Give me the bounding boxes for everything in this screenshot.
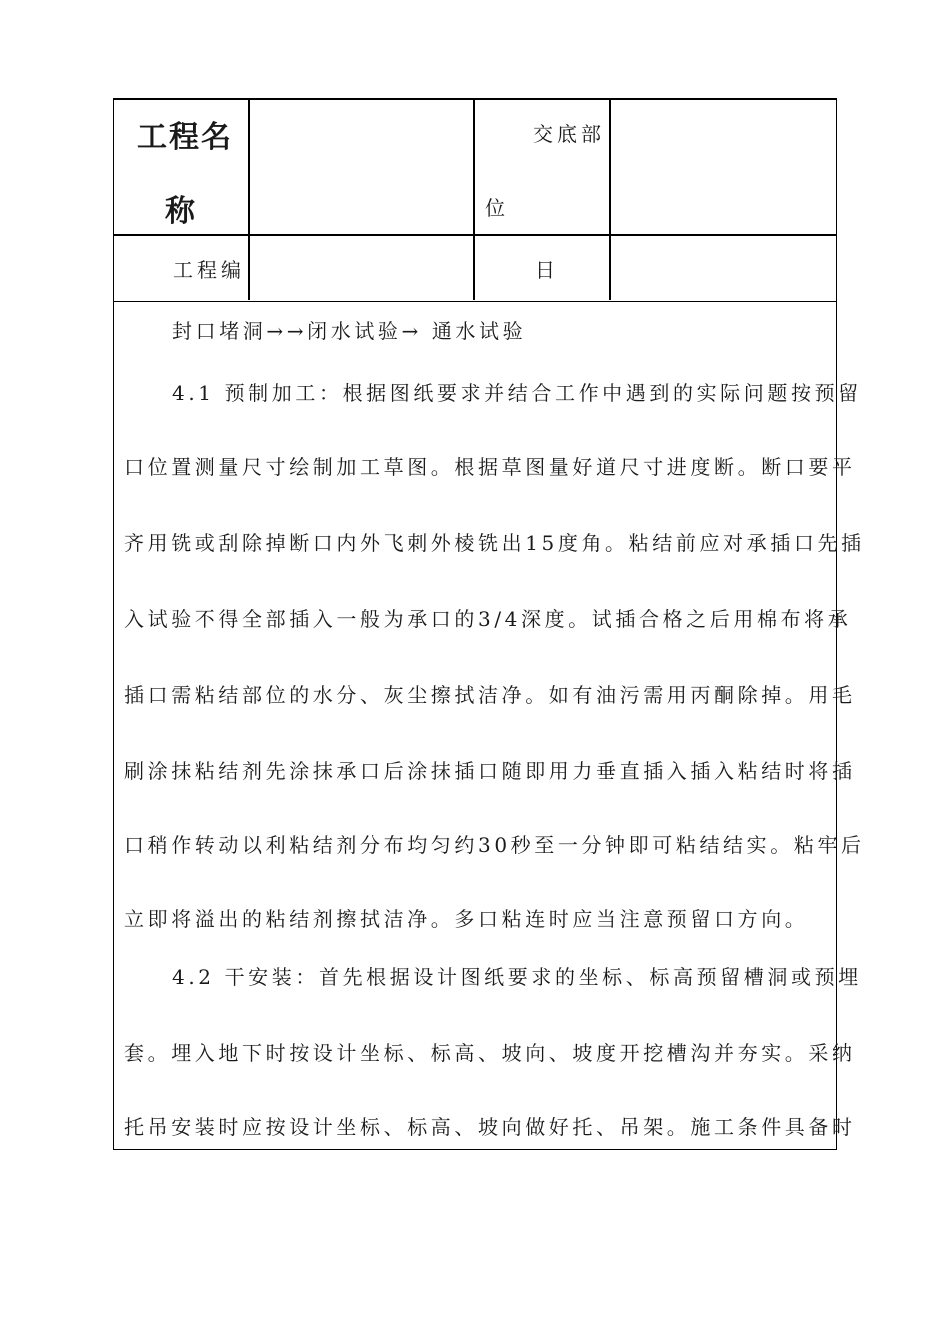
content-line: 刷涂抹粘结剂先涂抹承口后涂抹插口随即用力垂直插入插入粘结时将插 (124, 759, 856, 783)
cell-divider (609, 234, 611, 300)
content-line: 入试验不得全部插入一般为承口的3/4深度。试插合格之后用棉布将承 (124, 607, 852, 631)
project-no-label: 工程编 (173, 258, 245, 282)
header-row-2 (113, 234, 837, 302)
project-name-label: 工程名 (137, 120, 233, 155)
content-line: 套。埋入地下时按设计坐标、标高、坡向、坡度开挖槽沟并夯实。采纳 (124, 1041, 856, 1065)
part-label: 交底部 (533, 122, 605, 146)
cell-divider (248, 234, 250, 300)
content-line: 口位置测量尺寸绘制加工草图。根据草图量好道尺寸进度断。断口要平 (124, 455, 856, 479)
date-label: 日 (535, 258, 559, 282)
content-line: 立即将溢出的粘结剂擦拭洁净。多口粘连时应当注意预留口方向。 (124, 907, 809, 931)
cell-divider (473, 100, 475, 234)
content-line: 托吊安装时应按设计坐标、标高、坡向做好托、吊架。施工条件具备时 (124, 1115, 856, 1139)
content-line: 4.2 干安装：首先根据设计图纸要求的坐标、标高预留槽洞或预埋 (172, 965, 862, 989)
cell-divider (609, 100, 611, 234)
content-line: 齐用铣或刮除掉断口内外飞刺外棱铣出15度角。粘结前应对承插口先插 (124, 531, 865, 555)
content-line: 口稍作转动以利粘结剂分布均匀约30秒至一分钟即可粘结结实。粘牢后 (124, 833, 865, 857)
project-name-label-cont: 称 (165, 194, 197, 229)
part-label-cont: 位 (485, 196, 509, 220)
content-line: 插口需粘结部位的水分、灰尘擦拭洁净。如有油污需用丙酮除掉。用毛 (124, 683, 856, 707)
content-line: 封口堵洞→→闭水试验→ 通水试验 (172, 319, 527, 343)
cell-divider (473, 234, 475, 300)
header-row-1 (113, 98, 837, 236)
cell-divider (248, 100, 250, 234)
content-line: 4.1 预制加工：根据图纸要求并结合工作中遇到的实际问题按预留 (172, 381, 862, 405)
